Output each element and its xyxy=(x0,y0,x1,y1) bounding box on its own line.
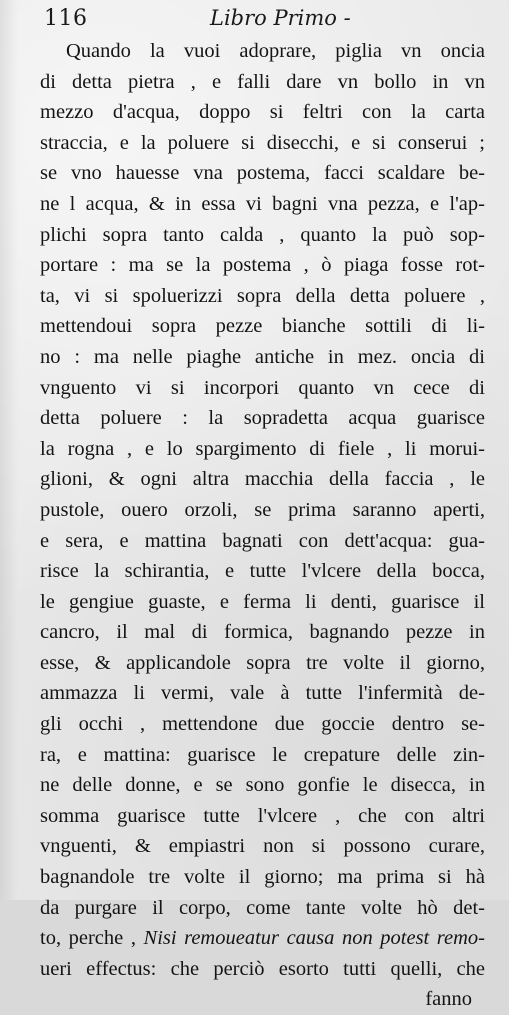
text-line: se vno hauesse vna postema, facci scaldare be- xyxy=(40,162,485,185)
latin-quote: Nisi remoueatur causa non potest remo- xyxy=(143,927,485,950)
text-line: di detta pietra , e falli dare vn bollo in vn xyxy=(40,70,485,93)
text-line: plichi sopra tanto calda , quanto la può sop- xyxy=(40,223,485,246)
text-line: glioni, & ogni altra macchia della faccia , le xyxy=(40,468,485,491)
text-line: no : ma nelle piaghe antiche in mez. oncia di xyxy=(40,345,485,368)
page-header xyxy=(42,6,482,34)
text-line: ueri effectus: che perciò esorto tutti quelli, che xyxy=(40,957,485,980)
text-line: mettendoui sopra pezze bianche sottili di li- xyxy=(40,315,485,338)
running-head: Libro Primo - xyxy=(210,6,351,30)
text-line: detta poluere : la sopradetta acqua guarisce xyxy=(40,407,485,430)
text-line: le gengiue guaste, e ferma li denti, guarisce il xyxy=(40,590,485,613)
page-gutter-shadow xyxy=(0,0,18,900)
text-line: ne l acqua, & in essa vi bagni vna pezza, e l'ap- xyxy=(40,192,485,215)
body-text xyxy=(40,36,490,1015)
text-line: portare : ma se la postema , ò piaga fosse rot- xyxy=(40,254,485,277)
text-line: e sera, e mattina bagnati con dett'acqua: gua- xyxy=(40,529,485,552)
text-fragment: to, perche , xyxy=(40,927,144,950)
text-line: da purgare il corpo, come tante volte hò det- xyxy=(40,896,485,919)
text-line: risce la schirantia, e tutte l'vlcere della bocca, xyxy=(40,560,485,583)
catchword: fanno xyxy=(425,988,472,1011)
text-line: ammazza li vermi, vale à tutte l'infermità de- xyxy=(40,682,485,705)
text-line: la rogna , e lo spargimento di fiele , li morui- xyxy=(40,437,485,460)
text-line: pustole, ouero orzoli, se prima saranno aperti, xyxy=(40,498,485,521)
text-line: ne delle donne, e se sono gonfie le disecca, in xyxy=(40,774,485,797)
text-line: vnguento vi si incorpori quanto vn cece di xyxy=(40,376,485,399)
text-line: somma guarisce tutte l'vlcere , che con altri xyxy=(40,804,485,827)
text-line: ta, vi si spoluerizzi sopra della detta poluere , xyxy=(40,284,485,307)
text-line: ra, e mattina: guarisce le crepature delle zin- xyxy=(40,743,485,766)
text-line: gli occhi , mettendone due goccie dentro se- xyxy=(40,713,485,736)
text-line: vnguenti, & empiastri non si possono curare, xyxy=(40,835,485,858)
text-line: esse, & applicandole sopra tre volte il giorno, xyxy=(40,651,485,674)
text-line: mezzo d'acqua, doppo si feltri con la carta xyxy=(40,101,485,124)
text-line-with-quote xyxy=(40,923,485,954)
text-line: cancro, il mal di formica, bagnando pezze in xyxy=(40,621,485,644)
text-line: bagnandole tre volte il giorno; ma prima si hà xyxy=(40,866,485,889)
text-line: Quando la vuoi adoprare, piglia vn oncia xyxy=(66,40,485,62)
text-line: straccia, e la poluere si disecchi, e si conserui ; xyxy=(40,131,485,154)
page-number: 116 xyxy=(44,6,88,31)
